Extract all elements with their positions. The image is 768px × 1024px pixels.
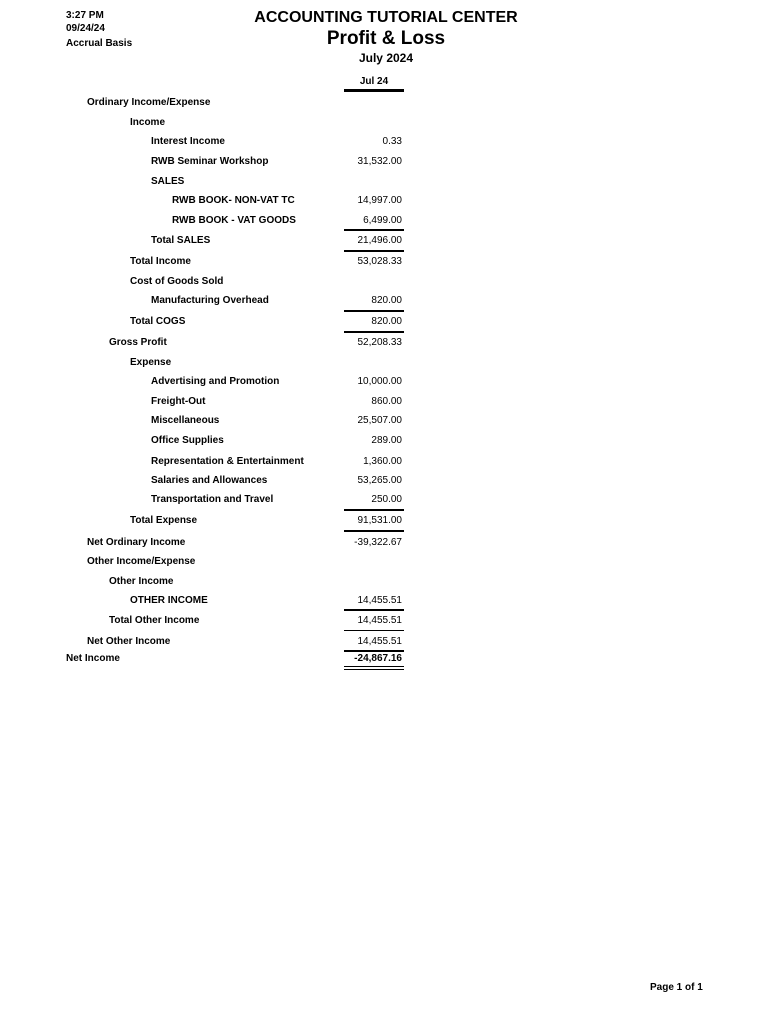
report-row xyxy=(0,536,768,550)
row-amount: 289.00 xyxy=(371,435,402,446)
row-label: Ordinary Income/Expense xyxy=(87,97,211,108)
row-label: Manufacturing Overhead xyxy=(151,295,269,306)
subtotal-rule xyxy=(344,229,404,231)
row-label: RWB BOOK- NON-VAT TC xyxy=(172,195,295,206)
row-amount: 31,532.00 xyxy=(357,156,402,167)
report-title: Profit & Loss xyxy=(326,28,446,49)
report-row xyxy=(0,434,768,448)
report-row xyxy=(0,455,768,469)
report-row xyxy=(0,194,768,208)
row-label: Total Income xyxy=(130,256,191,267)
report-row xyxy=(0,356,768,370)
row-label: Net Other Income xyxy=(87,636,171,647)
company-name: ACCOUNTING TUTORIAL CENTER xyxy=(254,9,518,26)
row-label: Freight-Out xyxy=(151,396,206,407)
report-row xyxy=(0,116,768,130)
report-row xyxy=(0,255,768,269)
subtotal-rule xyxy=(344,310,404,312)
report-row xyxy=(0,575,768,589)
report-row xyxy=(0,594,768,608)
report-row xyxy=(0,493,768,507)
report-row xyxy=(0,234,768,248)
row-amount: 14,997.00 xyxy=(357,195,402,206)
row-amount: 91,531.00 xyxy=(357,515,402,526)
report-row xyxy=(0,652,768,666)
row-amount: 1,360.00 xyxy=(363,456,402,467)
report-row xyxy=(0,336,768,350)
report-time: 3:27 PM xyxy=(66,10,104,21)
row-label: Office Supplies xyxy=(151,435,224,446)
subtotal-rule xyxy=(344,250,404,252)
report-row xyxy=(0,135,768,149)
row-amount: 14,455.51 xyxy=(357,595,402,606)
row-label: Expense xyxy=(130,357,172,368)
row-label: Total SALES xyxy=(151,235,211,246)
row-label: SALES xyxy=(151,176,185,187)
page-number: Page 1 of 1 xyxy=(650,982,703,993)
row-amount: 250.00 xyxy=(371,494,402,505)
row-label: Total COGS xyxy=(130,316,186,327)
row-label: Other Income/Expense xyxy=(87,556,196,567)
report-period: July 2024 xyxy=(358,51,414,65)
row-amount: 6,499.00 xyxy=(363,215,402,226)
row-amount: 820.00 xyxy=(371,316,402,327)
row-label: Representation & Entertainment xyxy=(151,456,304,467)
report-basis: Accrual Basis xyxy=(66,38,133,49)
row-amount: 860.00 xyxy=(371,396,402,407)
subtotal-rule xyxy=(344,630,404,631)
row-label: Other Income xyxy=(109,576,174,587)
row-amount: 10,000.00 xyxy=(357,376,402,387)
row-label: Income xyxy=(130,117,166,128)
report-row xyxy=(0,175,768,189)
report-row xyxy=(0,214,768,228)
report-row xyxy=(0,614,768,628)
row-amount: 53,028.33 xyxy=(357,256,402,267)
row-amount: 14,455.51 xyxy=(357,615,402,626)
double-total-rule xyxy=(344,666,404,670)
row-label: Net Ordinary Income xyxy=(87,537,186,548)
row-label: Interest Income xyxy=(151,136,225,147)
row-label: Advertising and Promotion xyxy=(151,376,280,387)
row-amount: 14,455.51 xyxy=(357,636,402,647)
row-label: RWB BOOK - VAT GOODS xyxy=(172,215,296,226)
report-row xyxy=(0,635,768,649)
row-amount: -39,322.67 xyxy=(354,537,402,548)
report-row xyxy=(0,375,768,389)
row-label: Salaries and Allowances xyxy=(151,475,268,486)
column-header-rule xyxy=(344,89,404,92)
subtotal-rule xyxy=(344,509,404,511)
report-row xyxy=(0,275,768,289)
row-amount: 21,496.00 xyxy=(357,235,402,246)
report-row xyxy=(0,155,768,169)
row-amount: 820.00 xyxy=(371,295,402,306)
report-row xyxy=(0,395,768,409)
row-label: Total Expense xyxy=(130,515,198,526)
row-label: Cost of Goods Sold xyxy=(130,276,224,287)
row-amount: 52,208.33 xyxy=(357,337,402,348)
row-label: RWB Seminar Workshop xyxy=(151,156,269,167)
row-label: Net Income xyxy=(66,653,120,664)
report-row xyxy=(0,315,768,329)
report-row xyxy=(0,294,768,308)
report-date: 09/24/24 xyxy=(66,23,105,34)
row-amount: 53,265.00 xyxy=(357,475,402,486)
subtotal-rule xyxy=(344,530,404,532)
subtotal-rule xyxy=(344,331,404,333)
row-label: Gross Profit xyxy=(109,337,167,348)
report-row xyxy=(0,96,768,110)
subtotal-rule xyxy=(344,609,404,611)
report-row xyxy=(0,414,768,428)
row-amount: 0.33 xyxy=(382,136,402,147)
row-label: Miscellaneous xyxy=(151,415,220,426)
report-row xyxy=(0,474,768,488)
row-amount: 25,507.00 xyxy=(357,415,402,426)
report-row xyxy=(0,514,768,528)
report-row xyxy=(0,555,768,569)
row-amount: -24,867.16 xyxy=(354,653,402,664)
row-label: Total Other Income xyxy=(109,615,200,626)
column-header: Jul 24 xyxy=(359,76,389,87)
row-label: Transportation and Travel xyxy=(151,494,274,505)
row-label: OTHER INCOME xyxy=(130,595,208,606)
